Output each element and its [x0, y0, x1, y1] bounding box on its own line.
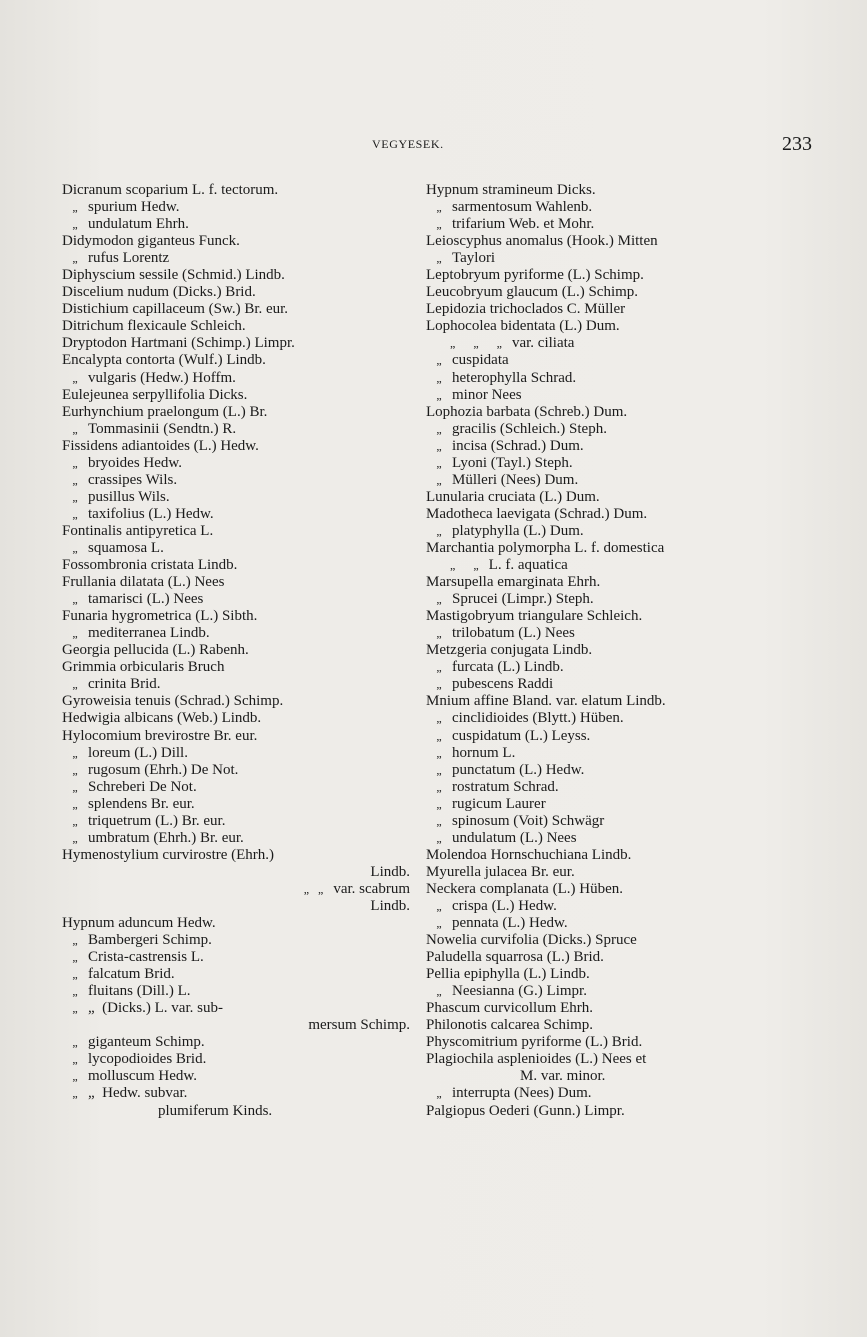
entry-text: Leptobryum pyriforme (L.) Schimp.	[426, 267, 644, 284]
entry-text: Georgia pellucida (L.) Rabenh.	[62, 642, 249, 659]
entry-text: plumiferum Kinds.	[158, 1102, 273, 1119]
entry-text: minor Nees	[452, 386, 522, 403]
entry-text: Lepidozia trichoclados C. Müller	[426, 301, 626, 318]
ditto-mark: „	[72, 626, 78, 641]
entry-text: rugicum Laurer	[452, 795, 546, 812]
entry-text: crinita Brid.	[88, 676, 161, 693]
ditto-mark: „	[72, 370, 78, 385]
entry-text: Taylori	[452, 250, 496, 267]
entry-line	[426, 1051, 792, 1068]
entry-text: Lophocolea bidentata (L.) Dum.	[426, 318, 620, 335]
entry-line	[426, 284, 792, 301]
ditto-mark: „	[436, 370, 442, 385]
entry-line	[426, 966, 792, 983]
entry-text: Marchantia polymorpha L. f. domestica	[426, 539, 665, 556]
entry-line	[426, 335, 792, 352]
entry-text: Neesianna (G.) Limpr.	[452, 983, 587, 1000]
entry-text: squamosa L.	[88, 539, 164, 556]
ditto-mark: „	[72, 200, 78, 215]
entry-text: bryoides Hedw.	[88, 454, 183, 471]
entry-line	[426, 864, 792, 881]
entry-line	[426, 830, 792, 847]
entry-line	[62, 710, 422, 727]
ditto-mark: „	[436, 387, 442, 402]
ditto-mark: „	[436, 353, 442, 368]
ditto-mark: „	[436, 455, 442, 470]
entry-text: Diphyscium sessile (Schmid.) Lindb.	[62, 267, 285, 284]
entry-line	[62, 591, 422, 608]
entry-text: Dicranum scoparium L. f. tectorum.	[62, 182, 279, 198]
entry-line	[426, 608, 792, 625]
ditto-mark: „	[436, 251, 442, 266]
entry-text: gracilis (Schleich.) Steph.	[452, 420, 607, 437]
ditto-mark: „	[436, 1086, 442, 1101]
ditto-mark: „	[72, 472, 78, 487]
entry-text: undulatum (L.) Nees	[452, 829, 577, 846]
entry-line	[426, 1068, 792, 1085]
entry-line	[62, 676, 422, 693]
ditto-mark: „	[436, 779, 442, 794]
entry-line	[426, 540, 792, 557]
entry-line	[426, 199, 792, 216]
entry-line	[62, 728, 422, 745]
entry-text: Mastigobryum triangulare Schleich.	[426, 608, 643, 625]
entry-text: lycopodioides Brid.	[88, 1051, 207, 1068]
entry-line	[62, 540, 422, 557]
entry-line	[62, 1000, 422, 1017]
entry-text: tamarisci (L.) Nees	[88, 591, 204, 608]
entry-text: punctatum (L.) Hedw.	[452, 761, 585, 778]
entry-line	[62, 506, 422, 523]
entry-text: Hypnum aduncum Hedw.	[62, 915, 216, 932]
entry-line	[426, 898, 792, 915]
entry-line	[62, 216, 422, 233]
entry-line	[62, 847, 422, 864]
entry-line	[426, 438, 792, 455]
ditto-mark: „	[72, 933, 78, 948]
ditto-mark: „	[72, 1069, 78, 1084]
entry-text: Myurella julacea Br. eur.	[426, 863, 575, 880]
entry-text: L. f. aquatica	[488, 557, 568, 574]
entry-line	[426, 762, 792, 779]
entry-line	[426, 1085, 792, 1102]
entry-text: Dryptodon Hartmani (Schimp.) Limpr.	[62, 335, 295, 352]
ditto-mark: „ „ „	[450, 336, 502, 351]
entry-text: Sprucei (Limpr.) Steph.	[452, 591, 594, 608]
entry-line	[426, 915, 792, 932]
entry-line	[62, 983, 422, 1000]
entry-text: Mülleri (Nees) Dum.	[452, 471, 579, 488]
entry-text: vulgaris (Hedw.) Hoffm.	[88, 369, 236, 386]
entry-text: M. var. minor.	[520, 1068, 606, 1085]
ditto-mark: „	[72, 1035, 78, 1050]
entry-line	[426, 216, 792, 233]
ditto-mark: „	[72, 489, 78, 504]
entry-line	[426, 523, 792, 540]
entry-line	[62, 1034, 422, 1051]
entry-text: interrupta (Nees) Dum.	[452, 1085, 592, 1102]
entry-text: Eurhynchium praelongum (L.) Br.	[62, 403, 268, 420]
entry-line	[62, 438, 422, 455]
entry-text: cuspidatum (L.) Leyss.	[452, 727, 591, 744]
ditto-mark: „	[72, 421, 78, 436]
entry-text: Philonotis calcarea Schimp.	[426, 1017, 594, 1034]
page-header	[0, 133, 867, 161]
entry-line	[426, 267, 792, 284]
entry-line	[426, 983, 792, 1000]
entry-text: rufus Lorentz	[88, 250, 170, 267]
entry-line	[426, 813, 792, 830]
ditto-mark: „	[72, 813, 78, 828]
entry-text: Lyoni (Tayl.) Steph.	[452, 454, 573, 471]
entry-line	[426, 728, 792, 745]
entry-text: Lophozia barbata (Schreb.) Dum.	[426, 403, 628, 420]
entry-line	[426, 233, 792, 250]
entry-line	[426, 796, 792, 813]
ditto-mark: „	[436, 677, 442, 692]
entry-line	[62, 762, 422, 779]
entry-line	[426, 318, 792, 335]
entry-text: Gyroweisia tenuis (Schrad.) Schimp.	[62, 693, 284, 710]
entry-line	[426, 455, 792, 472]
ditto-mark: „	[72, 592, 78, 607]
entry-line	[62, 796, 422, 813]
entry-line	[62, 472, 422, 489]
entry-text: Plagiochila asplenioides (L.) Nees et	[426, 1051, 647, 1068]
ditto-mark: „	[436, 626, 442, 641]
entry-text: Crista-castrensis L.	[88, 949, 204, 966]
entry-text: Frullania dilatata (L.) Nees	[62, 574, 225, 591]
entry-line	[426, 506, 792, 523]
ditto-mark: „	[72, 506, 78, 521]
entry-line	[62, 1017, 422, 1034]
entry-line	[426, 693, 792, 710]
entry-line	[426, 352, 792, 369]
ditto-mark: „	[436, 660, 442, 675]
ditto-mark: „ „	[303, 881, 324, 896]
entry-line	[426, 932, 792, 949]
entry-text: heterophylla Schrad.	[452, 369, 577, 386]
entry-line	[426, 1000, 792, 1017]
entry-line	[62, 864, 422, 881]
ditto-mark: „	[436, 728, 442, 743]
entry-line	[62, 1051, 422, 1068]
entry-text: Funaria hygrometrica (L.) Sibth.	[62, 608, 258, 625]
ditto-mark: „	[436, 796, 442, 811]
entry-text: pubescens Raddi	[452, 676, 554, 693]
entry-line	[426, 676, 792, 693]
entry-line	[62, 284, 422, 301]
entry-text: splendens Br. eur.	[88, 795, 195, 812]
ditto-mark: „	[72, 1001, 78, 1016]
entry-line	[426, 250, 792, 267]
entry-line	[426, 301, 792, 318]
entry-line	[62, 932, 422, 949]
entry-text: rostratum Schrad.	[452, 778, 559, 795]
ditto-mark: „	[72, 830, 78, 845]
entry-line	[426, 591, 792, 608]
entry-text: Bambergeri Schimp.	[88, 932, 212, 949]
entry-line	[62, 659, 422, 676]
entry-text: Leioscyphus anomalus (Hook.) Mitten	[426, 233, 658, 250]
entry-text: Lindb.	[370, 897, 410, 914]
entry-text: Leucobryum glaucum (L.) Schimp.	[426, 284, 639, 301]
ditto-mark: „	[436, 984, 442, 999]
entry-line	[62, 625, 422, 642]
entry-line	[62, 898, 422, 915]
entry-line	[62, 1103, 422, 1120]
entry-line	[426, 847, 792, 864]
entry-line	[426, 659, 792, 676]
entry-text: trilobatum (L.) Nees	[452, 625, 575, 642]
entry-text: platyphylla (L.) Dum.	[452, 522, 584, 539]
entry-line	[426, 745, 792, 762]
entry-line	[426, 625, 792, 642]
entry-line	[62, 642, 422, 659]
entry-text: umbratum (Ehrh.) Br. eur.	[88, 829, 244, 846]
entry-text: var. scabrum	[333, 880, 410, 897]
entry-line	[426, 182, 792, 199]
ditto-mark: „	[72, 762, 78, 777]
entry-text: var. ciliata	[511, 335, 575, 352]
entry-text: Didymodon giganteus Funck.	[62, 233, 240, 250]
ditto-mark: „	[72, 251, 78, 266]
ditto-mark: „	[436, 472, 442, 487]
entry-line	[62, 301, 422, 318]
entry-line	[426, 710, 792, 727]
ditto-mark: „	[72, 984, 78, 999]
entry-text: sarmentosum Wahlenb.	[452, 199, 593, 216]
entry-line	[62, 387, 422, 404]
entry-line	[426, 881, 792, 898]
entry-text: falcatum Brid.	[88, 966, 175, 983]
entry-text: Mnium affine Bland. var. elatum Lindb.	[426, 693, 666, 710]
entry-line	[62, 881, 422, 898]
ditto-mark: „	[436, 421, 442, 436]
entry-text: Encalypta contorta (Wulf.) Lindb.	[62, 352, 266, 369]
entry-text: Hedwigia albicans (Web.) Lindb.	[62, 710, 262, 727]
entry-line	[426, 557, 792, 574]
entry-line	[62, 523, 422, 540]
entry-line	[426, 949, 792, 966]
entry-line	[62, 182, 422, 199]
ditto-mark: „	[436, 200, 442, 215]
entry-text: Hypnum stramineum Dicks.	[426, 182, 596, 198]
running-title: VEGYESEK.	[372, 137, 444, 151]
entry-line	[426, 421, 792, 438]
entry-text: Grimmia orbicularis Bruch	[62, 659, 225, 676]
entry-line	[62, 915, 422, 932]
page-number: 233	[782, 133, 812, 155]
entry-line	[62, 455, 422, 472]
entry-text: trifarium Web. et Mohr.	[452, 216, 595, 233]
entry-line	[62, 557, 422, 574]
ditto-mark: „	[436, 898, 442, 913]
entry-text: Palgiopus Oederi (Gunn.) Limpr.	[426, 1102, 625, 1119]
ditto-mark: „	[436, 523, 442, 538]
ditto-mark: „	[72, 1052, 78, 1067]
entry-line	[62, 830, 422, 847]
entry-text: taxifolius (L.) Hedw.	[88, 505, 214, 522]
entry-text: Fissidens adiantoides (L.) Hedw.	[62, 437, 259, 454]
entry-line	[62, 489, 422, 506]
left-column	[62, 182, 422, 1120]
entry-text: Phascum curvicollum Ehrh.	[426, 1000, 594, 1017]
entry-text: giganteum Schimp.	[88, 1034, 205, 1051]
right-column	[426, 182, 792, 1120]
ditto-mark: „	[72, 540, 78, 555]
entry-text: Lindb.	[370, 863, 410, 880]
entry-text: spurium Hedw.	[88, 199, 180, 216]
entry-text: Fossombronia cristata Lindb.	[62, 557, 238, 574]
entry-text: Pellia epiphylla (L.) Lindb.	[426, 966, 590, 983]
entry-text: Marsupella emarginata Ehrh.	[426, 574, 601, 591]
ditto-mark: „	[72, 217, 78, 232]
entry-line	[426, 404, 792, 421]
entry-line	[62, 335, 422, 352]
ditto-mark: „	[72, 950, 78, 965]
entry-text: Metzgeria conjugata Lindb.	[426, 642, 593, 659]
entry-line	[426, 1017, 792, 1034]
ditto-mark: „	[72, 455, 78, 470]
ditto-mark: „	[72, 745, 78, 760]
ditto-mark: „	[436, 217, 442, 232]
entry-text: Hymenostylium curvirostre (Ehrh.)	[62, 846, 275, 863]
ditto-mark: „	[436, 711, 442, 726]
entry-line	[426, 1034, 792, 1051]
entry-text: cinclidioides (Blytt.) Hüben.	[452, 710, 624, 727]
ditto-mark: „ „	[450, 558, 479, 573]
ditto-mark: „	[72, 796, 78, 811]
ditto-mark: „	[436, 745, 442, 760]
ditto-mark: „	[72, 1086, 78, 1101]
ditto-mark: „	[436, 438, 442, 453]
entry-text: Molendoa Hornschuchiana Lindb.	[426, 846, 632, 863]
entry-line	[62, 370, 422, 387]
entry-line	[62, 318, 422, 335]
entry-text: incisa (Schrad.) Dum.	[452, 437, 584, 454]
entry-line	[426, 489, 792, 506]
entry-line	[62, 233, 422, 250]
entry-line	[62, 608, 422, 625]
entry-text: Paludella squarrosa (L.) Brid.	[426, 949, 604, 966]
entry-text: Physcomitrium pyriforme (L.) Brid.	[426, 1034, 643, 1051]
entry-text: crassipes Wils.	[88, 471, 178, 488]
ditto-mark: „	[436, 762, 442, 777]
entry-line	[62, 404, 422, 421]
entry-text: „ (Dicks.) L. var. sub-	[88, 1000, 223, 1017]
entry-line	[62, 966, 422, 983]
entry-line	[62, 813, 422, 830]
entry-text: Nowelia curvifolia (Dicks.) Spruce	[426, 932, 637, 949]
entry-line	[62, 693, 422, 710]
entry-text: Ditrichum flexicaule Schleich.	[62, 318, 246, 335]
ditto-mark: „	[72, 779, 78, 794]
entry-line	[426, 387, 792, 404]
entry-line	[62, 421, 422, 438]
entry-line	[62, 1085, 422, 1102]
ditto-mark: „	[72, 967, 78, 982]
entry-text: Fontinalis antipyretica L.	[62, 522, 214, 539]
entry-line	[62, 250, 422, 267]
entry-line	[426, 779, 792, 796]
entry-line	[426, 1103, 792, 1120]
entry-text: loreum (L.) Dill.	[88, 744, 188, 761]
entry-text: cuspidata	[452, 352, 509, 369]
ditto-mark: „	[436, 592, 442, 607]
entry-text: spinosum (Voit) Schwägr	[452, 812, 605, 829]
entry-text: Tommasinii (Sendtn.) R.	[88, 420, 237, 437]
entry-line	[62, 949, 422, 966]
entry-line	[62, 1068, 422, 1085]
ditto-mark: „	[436, 916, 442, 931]
entry-line	[426, 574, 792, 591]
ditto-mark: „	[436, 830, 442, 845]
entry-text: triquetrum (L.) Br. eur.	[88, 812, 226, 829]
entry-text: fluitans (Dill.) L.	[88, 983, 191, 1000]
entry-text: „ Hedw. subvar.	[88, 1085, 188, 1102]
entry-line	[62, 574, 422, 591]
entry-text: mediterranea Lindb.	[88, 625, 210, 642]
entry-line	[62, 779, 422, 796]
entry-text: pusillus Wils.	[88, 488, 170, 505]
entry-text: Lunularia cruciata (L.) Dum.	[426, 488, 600, 505]
entry-text: Distichium capillaceum (Sw.) Br. eur.	[62, 301, 289, 318]
entry-line	[62, 267, 422, 284]
entry-line	[62, 352, 422, 369]
entry-line	[62, 199, 422, 216]
entry-line	[426, 370, 792, 387]
entry-text: mersum Schimp.	[308, 1017, 410, 1034]
entry-text: Eulejeunea serpyllifolia Dicks.	[62, 386, 248, 403]
entry-text: pennata (L.) Hedw.	[452, 915, 568, 932]
entry-line	[426, 472, 792, 489]
entry-text: Schreberi De Not.	[88, 778, 197, 795]
entry-text: rugosum (Ehrh.) De Not.	[88, 761, 239, 778]
entry-line	[426, 642, 792, 659]
entry-text: hornum L.	[452, 744, 516, 761]
entry-text: Discelium nudum (Dicks.) Brid.	[62, 284, 256, 301]
entry-text: Hylocomium brevirostre Br. eur.	[62, 727, 258, 744]
entry-text: undulatum Ehrh.	[88, 216, 189, 233]
entry-line	[62, 745, 422, 762]
entry-text: furcata (L.) Lindb.	[452, 659, 564, 676]
entry-text: Madotheca laevigata (Schrad.) Dum.	[426, 505, 648, 522]
ditto-mark: „	[436, 813, 442, 828]
ditto-mark: „	[72, 677, 78, 692]
entry-text: molluscum Hedw.	[88, 1068, 198, 1085]
entry-text: Neckera complanata (L.) Hüben.	[426, 880, 623, 897]
entry-text: crispa (L.) Hedw.	[452, 897, 557, 914]
